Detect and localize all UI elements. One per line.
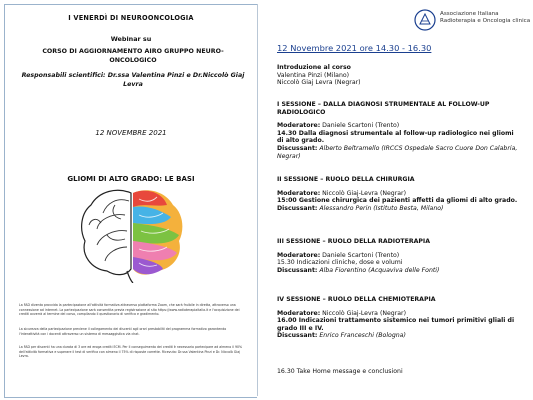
session-3-discussant bbox=[277, 267, 521, 275]
session-1-talk: 14.30 Dalla diagnosi strumentale al follow-up radiologico nei gliomi di alto grado. bbox=[277, 129, 514, 145]
discussant-label: Discussant: bbox=[277, 332, 318, 340]
moderator-name: Niccolò Giaj-Levra (Negrar) bbox=[320, 189, 407, 197]
association-name bbox=[440, 11, 530, 25]
info-paragraph-3: La FAD per discenti ha una durata di 3 ore ed eroga crediti ECM. Per il conseguimento dei crediti è necessario partecipare ad almeno il 90% dell'attività formativa e superare il test di verifica con almeno il 75% di risposte corrette. Ricevuta: Dr.ssa Valentina Pinzi e Dr. Niccolò Giaj Levra. bbox=[19, 345, 243, 358]
moderator-name: Niccolò Giaj-Levra (Negrar) bbox=[320, 309, 407, 317]
event-date: 12 NOVEMBRE 2021 bbox=[95, 129, 167, 137]
page-divider bbox=[257, 4, 258, 396]
moderator-name: Daniele Scartoni (Trento) bbox=[320, 251, 400, 259]
session-2-discussant bbox=[277, 205, 521, 213]
session-2 bbox=[277, 176, 521, 212]
session-3-title: III SESSIONE – RUOLO DELLA RADIOTERAPIA bbox=[277, 238, 431, 245]
discussant-name: Alessandro Perin (Istituto Besta, Milano) bbox=[317, 204, 444, 212]
info-paragraph-1: La FAD diventa provvida la partecipazione all'attività formativa attraverso piattaforma Zoom, che sarà fruibile in diretta, attraverso una connessione ad internet. La partecipazione sarà consentita previa registrazione al sito https://www.radioterapiaitalia.it e l'acquisizione dei crediti avverrà al termine del corso, compilando il questionario di verifica e gradimento. bbox=[19, 303, 240, 316]
course-title: CORSO DI AGGIORNAMENTO AIRO GRUPPO NEURO-ONCOLOGICO bbox=[42, 48, 224, 64]
webinar-label: Webinar su bbox=[110, 35, 152, 43]
session-2-talk: 15:00 Gestione chirurgica dei pazienti affetti da gliomi di alto grado. bbox=[277, 197, 518, 205]
session-4 bbox=[277, 296, 521, 340]
intro-title: Introduzione al corso bbox=[277, 64, 351, 71]
session-1-discussant bbox=[277, 145, 521, 160]
info-paragraph-2: La sicurezza della partecipazione previene il collegamento dei discenti agli orari prestabiliti del programma formativo garantendo l'interattività con i docenti attraverso un sistema di messaggistica via chat. bbox=[19, 327, 227, 336]
moderator-label: Moderatore: bbox=[277, 251, 321, 259]
assoc-line-1: Associazione Italiana bbox=[440, 11, 499, 17]
discussant-label: Discussant: bbox=[277, 144, 318, 152]
discussant-label: Discussant: bbox=[277, 266, 318, 274]
session-1 bbox=[277, 101, 521, 160]
moderator-label: Moderatore: bbox=[277, 189, 321, 197]
session-3 bbox=[277, 238, 521, 274]
closing-line: 16.30 Take Home message e conclusioni bbox=[277, 368, 403, 375]
moderator-name: Daniele Scartoni (Trento) bbox=[320, 122, 400, 130]
session-1-moderator bbox=[277, 122, 521, 130]
series-title: I VENERDÌ DI NEUROONCOLOGIA bbox=[68, 14, 194, 22]
left-panel bbox=[4, 4, 257, 398]
session-2-moderator bbox=[277, 190, 521, 198]
program-date-time: 12 Novembre 2021 ore 14.30 - 16.30 bbox=[277, 43, 432, 53]
intro-speaker-1: Valentina Pinzi (Milano) bbox=[277, 71, 350, 79]
session-3-moderator bbox=[277, 252, 521, 260]
discussant-name: Enrico Franceschi (Bologna) bbox=[317, 332, 406, 340]
moderator-label: Moderatore: bbox=[277, 122, 321, 130]
session-2-title: II SESSIONE – RUOLO DELLA CHIRURGIA bbox=[277, 176, 415, 183]
session-4-moderator bbox=[277, 310, 521, 318]
discussant-name: Alberto Beltramello (IRCCS Ospedale Sacro Cuore Don Calabria, Negrar) bbox=[277, 144, 518, 160]
session-3-talk: 15.30 Indicazioni cliniche, dose e volumi bbox=[277, 259, 403, 267]
session-4-title: IV SESSIONE – RUOLO DELLA CHEMIOTERAPIA bbox=[277, 296, 436, 303]
scientific-leads: Responsabili scientifici: Dr.ssa Valentina Pinzi e Dr.Niccolò Giaj Levra bbox=[21, 72, 245, 88]
intro-speaker-2: Niccolò Giaj Levra (Negrar) bbox=[277, 79, 361, 87]
topic-title: GLIOMI DI ALTO GRADO: LE BASI bbox=[67, 175, 195, 183]
session-4-discussant bbox=[277, 332, 521, 340]
intro-block bbox=[277, 64, 521, 87]
assoc-line-2: Radioterapia e Oncologia clinica bbox=[440, 18, 531, 24]
brain-icon bbox=[77, 185, 187, 283]
session-4-talk: 16.00 Indicazioni trattamento sistemico nei tumori primitivi gliali di grado III e IV. bbox=[277, 317, 515, 332]
moderator-label: Moderatore: bbox=[277, 309, 321, 317]
discussant-label: Discussant: bbox=[277, 204, 318, 212]
discussant-name: Alba Fiorentino (Acquaviva delle Fonti) bbox=[317, 266, 440, 274]
airo-logo-icon bbox=[414, 9, 436, 31]
session-1-title: I SESSIONE – DALLA DIAGNOSI STRUMENTALE AL FOLLOW-UP RADIOLOGICO bbox=[277, 101, 490, 116]
